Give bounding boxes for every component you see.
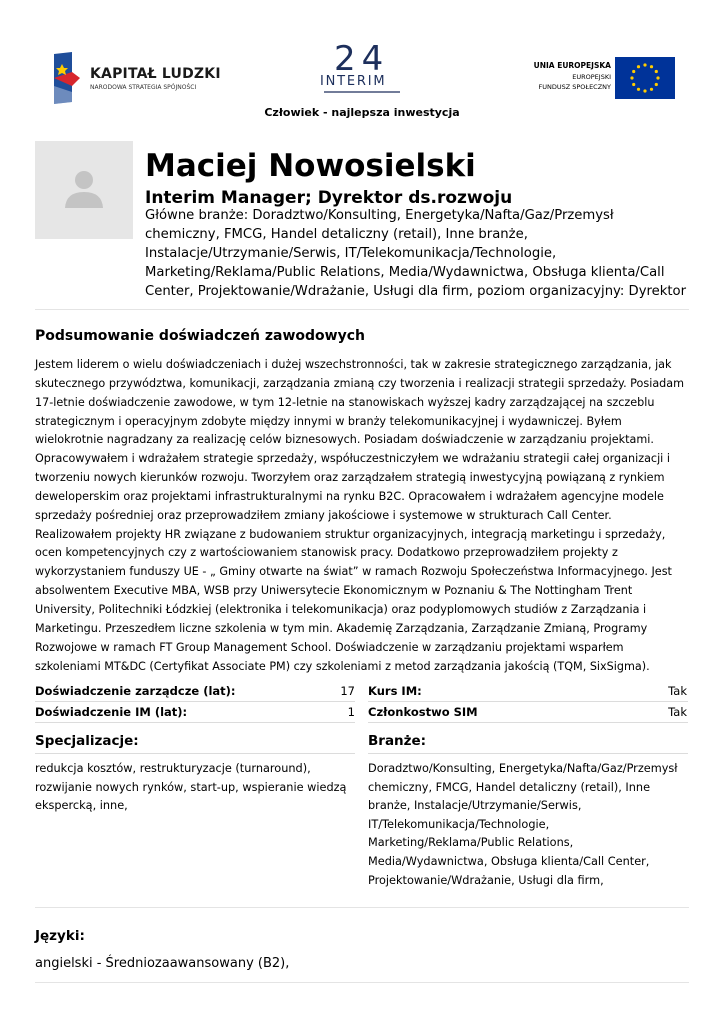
stat-divider bbox=[35, 722, 355, 723]
stat-value-im-course: Tak bbox=[668, 684, 687, 698]
kapital-ludzki-logo bbox=[50, 52, 221, 104]
languages-title: Języki: bbox=[35, 928, 85, 944]
kapital-ludzki-title: KAPITAŁ LUDZKI bbox=[90, 66, 221, 82]
kapital-ludzki-emblem-icon bbox=[50, 52, 84, 104]
interim-underline-icon bbox=[318, 90, 406, 98]
kapital-ludzki-subtitle: NARODOWA STRATEGIA SPÓJNOŚCI bbox=[90, 84, 197, 91]
eu-logo-line2: EUROPEJSKI bbox=[572, 73, 611, 81]
divider bbox=[35, 309, 689, 310]
stat-divider bbox=[368, 701, 688, 702]
stat-value-management-years: 17 bbox=[340, 684, 355, 698]
interim-wordmark: INTERIM bbox=[320, 74, 387, 89]
stat-label-management-years: Doświadczenie zarządcze (lat): bbox=[35, 684, 236, 698]
section-divider bbox=[35, 753, 355, 754]
specializations-title: Specjalizacje: bbox=[35, 733, 139, 749]
interim24-logo bbox=[318, 39, 406, 100]
avatar-placeholder-icon bbox=[35, 141, 133, 239]
profile-role: Interim Manager; Dyrektor ds.rozwoju bbox=[145, 188, 513, 208]
summary-title: Podsumowanie doświadczeń zawodowych bbox=[35, 328, 365, 344]
eu-logo-line3: FUNDUSZ SPOŁECZNY bbox=[538, 83, 611, 91]
stat-divider bbox=[368, 722, 688, 723]
industries-text: Doradztwo/Konsulting, Energetyka/Nafta/Gaz/Przemysł chemiczny, FMCG, Handel detaliczny (retail), Inne branże, Instalacje/Utrzymanie/Serwis, IT/Telekomunikacja/Technologie, Marketing/Reklama/Public Relations, Media/Wydawnictwa, Obsługa klienta/Call Center, Projektowanie/Wdrażanie, Usługi dla firm, bbox=[368, 762, 678, 887]
divider bbox=[35, 907, 689, 908]
eu-social-fund-logo bbox=[515, 57, 675, 99]
profile-main-industries: Główne branże: Doradztwo/Konsulting, Energetyka/Nafta/Gaz/Przemysł chemiczny, FMCG, Handel detaliczny (retail), Inne branże, Instalacje/Utrzymanie/Serwis, IT/Telekomunikacja/Technologie, Marketing/Reklama/Public Relations, Media/Wydawnictwa, Obsługa klienta/Call Center, Projektowanie/Wdrażanie, Usługi dla firm, poziom organizacyjny: Dyrektor bbox=[145, 208, 687, 300]
eu-flag-icon bbox=[615, 57, 675, 99]
summary-text: Jestem liderem o wielu doświadczeniach i dużej wszechstronności, tak w zakresie strategicznego zarządzania, jak skutecznego przywództwa, komunikacji, zarządzania zmianą czy tworzenia i realizacji strategii sprzedaży. Posiadam 17-letnie doświadczenie zawodowe, w tym 12-letnie na stanowiskach wyższej kadry zarządzającej na szczeblu strategicznym i operacyjnym zdobyte między innymi w branży telekomunikacyjnej i wydawniczej. Byłem wielokrotnie nagradzany za realizację celów biznesowych. Posiadam doświadczenie w zarządzaniu projektami. Opracowywałem i wdrażałem strategie sprzedaży, współuczestniczyłem we wdrażaniu strategii całej organizacji i tworzeniu nowych kierunków rozwoju. Tworzyłem oraz zarządzałem strategią inwestycyjną powiązaną z rynkiem deweloperskim oraz projektami infrastrukturalnymi na rynku B2C. Opracowałem i wdrażałem agencyjne modele sprzedaży pośredniej oraz przeprowadziłem zmiany jakościowe i systemowe w strukturach Call Center. Realizowałem projekty HR związane z budowaniem struktur organizacyjnych, integracją marketingu i sprzedaży, ocen kompetencyjnych czy z wartościowaniem stanowisk pracy. Dodatkowo przeprowadziłem projekty z wykorzystaniem funduszy UE - „ Gminy otwarte na świat” w ramach Rozwoju Społeczeństwa Informacyjnego. Jest absolwentem Executive MBA, WSB przy Uniwersytecie Ekonomicznym w Poznaniu & The Nottingham Trent University, Politechniki Łódzkiej (elektronika i telekomunikacja) oraz podyplomowych studiów z Zarządzania i Marketingu. Przeszedłem liczne szkolenia w tym min. Akademię Zarządzania, Zarządzanie Zmianą, Programy Rozwojowe w ramach FT Group Management School. Doświadczenie w zarządzaniu projektami wsparłem szkoleniami MT&DC (Certyfikat Associate PM) czy szkoleniami z metod zarządzania jakością (TQM, SixSigma). bbox=[35, 358, 685, 673]
avatar bbox=[35, 141, 133, 239]
tagline: Człowiek - najlepsza inwestycja bbox=[264, 106, 460, 119]
interim24-number: 24 bbox=[334, 39, 390, 79]
stat-label-im-years: Doświadczenie IM (lat): bbox=[35, 705, 188, 719]
eu-logo-line1: UNIA EUROPEJSKA bbox=[533, 61, 611, 70]
profile-name: Maciej Nowosielski bbox=[145, 148, 476, 184]
specializations-text: redukcja kosztów, restrukturyzacje (turnaround), rozwijanie nowych rynków, start-up, wspieranie wiedzą ekspercką, inne, bbox=[35, 762, 347, 813]
stat-value-im-years: 1 bbox=[347, 705, 355, 719]
stat-divider bbox=[35, 701, 355, 702]
stat-label-sim-membership: Członkostwo SIM bbox=[368, 705, 478, 719]
languages-text: angielski - Średniozaawansowany (B2), bbox=[35, 956, 290, 971]
divider bbox=[35, 982, 689, 983]
stat-label-im-course: Kurs IM: bbox=[368, 684, 422, 698]
stat-value-sim-membership: Tak bbox=[668, 705, 687, 719]
industries-title: Branże: bbox=[368, 733, 427, 749]
section-divider bbox=[368, 753, 688, 754]
